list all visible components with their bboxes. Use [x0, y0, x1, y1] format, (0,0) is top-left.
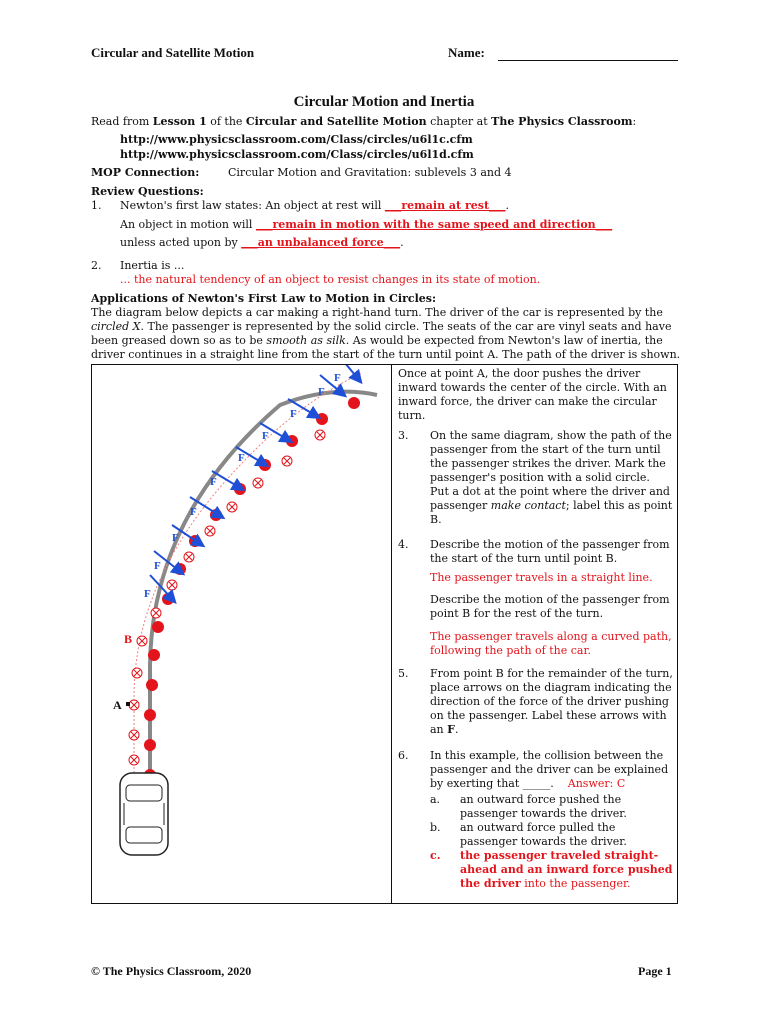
intro-text: of the	[206, 115, 246, 128]
figure-box	[91, 364, 678, 904]
force-label: F	[210, 476, 217, 488]
url-link-1[interactable]: http://www.physicsclassroom.com/Class/circles/u6l1c.cfm	[120, 133, 473, 146]
q1-text: unless acted upon by	[120, 236, 242, 249]
q1-number: 1.	[91, 199, 102, 212]
q1-line2	[120, 218, 612, 232]
passenger-dot	[286, 435, 298, 447]
paragraph-text: . As would be expected from Newton's law of inertia, the	[345, 334, 663, 347]
force-arrow	[260, 423, 290, 442]
q6-option-a-letter: a.	[430, 793, 441, 806]
lesson-ref: Lesson 1	[152, 115, 207, 128]
q6-option-line: passenger towards the driver.	[460, 835, 627, 848]
driver-mark	[167, 580, 177, 590]
url-link-2[interactable]: http://www.physicsclassroom.com/Class/circles/u6l1d.cfm	[120, 148, 474, 161]
force-arrow	[172, 525, 202, 545]
q1-answer-1: ___remain at rest___	[384, 199, 506, 212]
q3-line: passenger from the start of the turn until	[430, 443, 661, 456]
force-label: F	[262, 430, 269, 442]
passenger-dot	[148, 649, 160, 661]
right-intro-line: turn.	[398, 409, 426, 422]
chapter-ref: Circular and Satellite Motion	[245, 115, 427, 128]
car-icon	[120, 773, 168, 855]
q3-number: 3.	[398, 429, 409, 442]
q6-option-line: the passenger traveled straight-	[460, 849, 659, 862]
force-label: F	[334, 372, 341, 384]
point-b-label: B	[124, 632, 133, 646]
q3-line: On the same diagram, show the path of the	[430, 429, 672, 442]
q6-text	[430, 749, 675, 791]
car-path	[150, 392, 377, 805]
footer-copyright: © The Physics Classroom, 2020	[91, 964, 252, 978]
q5-bold: F	[447, 723, 455, 736]
force-arrow	[236, 447, 266, 465]
q1-text: An object in motion will	[120, 218, 256, 231]
q6-text-part: into the passenger.	[520, 877, 631, 890]
right-intro-line: Once at point A, the door pushes the driver	[398, 367, 641, 380]
q3-text-part: passenger	[430, 499, 491, 512]
q6-option-line	[460, 877, 672, 891]
q1-text: Newton's first law states: An object at rest will	[120, 199, 385, 212]
intro-text: chapter at	[426, 115, 492, 128]
driver-mark	[184, 552, 194, 562]
q5-line: place arrows on the diagram indicating the	[430, 681, 672, 694]
q6-option-line: passenger towards the driver.	[460, 807, 627, 820]
q5-line: on the passenger. Label these arrows with	[430, 709, 667, 722]
turn-diagram	[92, 365, 390, 903]
paragraph-text: . The passenger is represented by the solid circle. The seats of the car are vinyl seats and have	[140, 320, 672, 333]
name-field[interactable]	[498, 47, 678, 61]
column-divider	[391, 365, 392, 903]
q4-answer-1: The passenger travels in a straight line.	[430, 571, 653, 584]
q3-line: Put a dot at the point where the driver and	[430, 485, 670, 498]
footer-page: Page 1	[638, 964, 672, 978]
q5-number: 5.	[398, 667, 409, 680]
right-intro-line: inward towards the center of the circle. With an	[398, 381, 667, 394]
driver-mark	[137, 636, 147, 646]
driver-mark	[129, 700, 139, 710]
q4-line: Describe the motion of the passenger from	[430, 593, 670, 606]
mop-label: MOP Connection:	[91, 166, 200, 179]
passenger-dot	[146, 679, 158, 691]
q6-line	[430, 777, 675, 791]
force-arrow	[190, 497, 222, 518]
q6-option-b	[460, 821, 627, 849]
passenger-dots	[144, 397, 360, 807]
intro-line	[91, 115, 636, 129]
q1-line3: unless acted upon by ___an unbalanced force___.	[120, 236, 404, 249]
q3-line: the passenger strikes the driver. Mark the	[430, 457, 666, 470]
paragraph-text: been greased down so as to be	[91, 334, 267, 347]
q3-line: B.	[430, 513, 442, 526]
driver-mark	[132, 668, 142, 678]
passenger-dot	[144, 709, 156, 721]
review-heading: Review Questions:	[91, 185, 204, 198]
q4-answer-2: The passenger travels along a curved path,	[430, 630, 672, 643]
q4-text	[430, 538, 675, 658]
q6-option-b-letter: b.	[430, 821, 441, 834]
force-arrow	[154, 551, 182, 573]
right-intro	[398, 367, 678, 423]
driver-mark	[282, 456, 292, 466]
applications-p4: driver continues in a straight line from the start of the turn until point A. The path of the driver is shown.	[91, 348, 681, 361]
point-a-label: A	[113, 698, 122, 712]
driver-mark	[253, 478, 263, 488]
point-a-marker	[126, 702, 130, 706]
q1-answer-3: ___an unbalanced force___	[241, 236, 401, 249]
q3-text-part: ; label this as point	[565, 499, 673, 512]
q4-line: Describe the motion of the passenger from	[430, 538, 670, 551]
q6-text-part: by exerting that _____.	[430, 777, 554, 790]
q6-option-c	[460, 849, 672, 891]
q6-option-line: an outward force pushed the	[460, 793, 622, 806]
q5-line: From point B for the remainder of the turn,	[430, 667, 673, 680]
q6-line: In this example, the collision between the	[430, 749, 664, 762]
force-arrow	[334, 365, 360, 384]
q4-line: point B for the rest of the turn.	[430, 607, 604, 620]
q3-line	[430, 499, 675, 513]
force-label: F	[318, 386, 325, 398]
driver-mark	[315, 430, 325, 440]
name-label: Name:	[448, 45, 485, 60]
site-ref: The Physics Classroom	[491, 115, 633, 128]
q2-answer: ... the natural tendency of an object to resist changes in its state of motion.	[120, 273, 541, 286]
force-arrow	[288, 399, 318, 420]
q5-text-part: an	[430, 723, 448, 736]
driver-mark	[151, 608, 161, 618]
q6-answer: Answer: C	[567, 777, 626, 790]
q6-line: passenger and the driver can be explained	[430, 763, 669, 776]
driver-mark	[129, 730, 139, 740]
mop-text: Circular Motion and Gravitation: sublevels 3 and 4	[228, 166, 512, 179]
emphasis-text: smooth as silk	[266, 334, 346, 347]
q2-text: Inertia is ...	[120, 259, 185, 272]
driver-mark	[129, 755, 139, 765]
force-label: F	[144, 588, 151, 600]
force-label: F	[290, 408, 297, 420]
driver-mark	[227, 502, 237, 512]
q5-text	[430, 667, 675, 737]
intro-text: :	[632, 115, 637, 128]
force-arrow	[210, 471, 242, 489]
q3-text	[430, 429, 675, 527]
passenger-dot	[348, 397, 360, 409]
page-title: Circular Motion and Inertia	[293, 94, 475, 110]
q3-line: passenger's position with a solid circle.	[430, 471, 650, 484]
applications-p3	[91, 334, 663, 348]
q6-option-line: an outward force pulled the	[460, 821, 616, 834]
q4-answer-2: following the path of the car.	[430, 644, 591, 657]
applications-p1: The diagram below depicts a car making a right-hand turn. The driver of the car is represented by the	[91, 306, 663, 319]
applications-p2	[91, 320, 671, 334]
applications-heading: Applications of Newton's First Law to Motion in Circles:	[91, 292, 437, 305]
force-label: F	[190, 506, 197, 518]
q4-number: 4.	[398, 538, 409, 551]
q6-option-line: ahead and an inward force pushed	[460, 863, 673, 876]
q5-line	[430, 723, 675, 737]
q4-line: the start of the turn until point B.	[430, 552, 618, 565]
passenger-dot	[316, 413, 328, 425]
intro-text: Read from	[91, 115, 153, 128]
q6-bold: the driver	[460, 877, 521, 890]
q6-number: 6.	[398, 749, 409, 762]
passenger-dot	[152, 621, 164, 633]
q1-answer-2: ___remain in motion with the same speed and direction___	[255, 218, 613, 231]
driver-mark	[205, 526, 215, 536]
q3-emphasis: make contact	[490, 499, 566, 512]
force-label: F	[172, 532, 179, 544]
passenger-dot	[144, 739, 156, 751]
q6-option-a	[460, 793, 627, 821]
emphasis-text: circled X	[91, 320, 141, 333]
q2-number: 2.	[91, 259, 102, 272]
header-title: Circular and Satellite Motion	[91, 45, 255, 60]
right-intro-line: inward force, the driver can make the circular	[398, 395, 657, 408]
q5-line: direction of the force of the driver pushing	[430, 695, 669, 708]
q5-text-part: .	[454, 723, 459, 736]
force-label: F	[154, 560, 161, 572]
q6-option-c-letter: c.	[430, 849, 441, 862]
q1-line1: Newton's first law states: An object at rest will ___remain at rest___.	[120, 199, 510, 212]
force-label: F	[238, 452, 245, 464]
